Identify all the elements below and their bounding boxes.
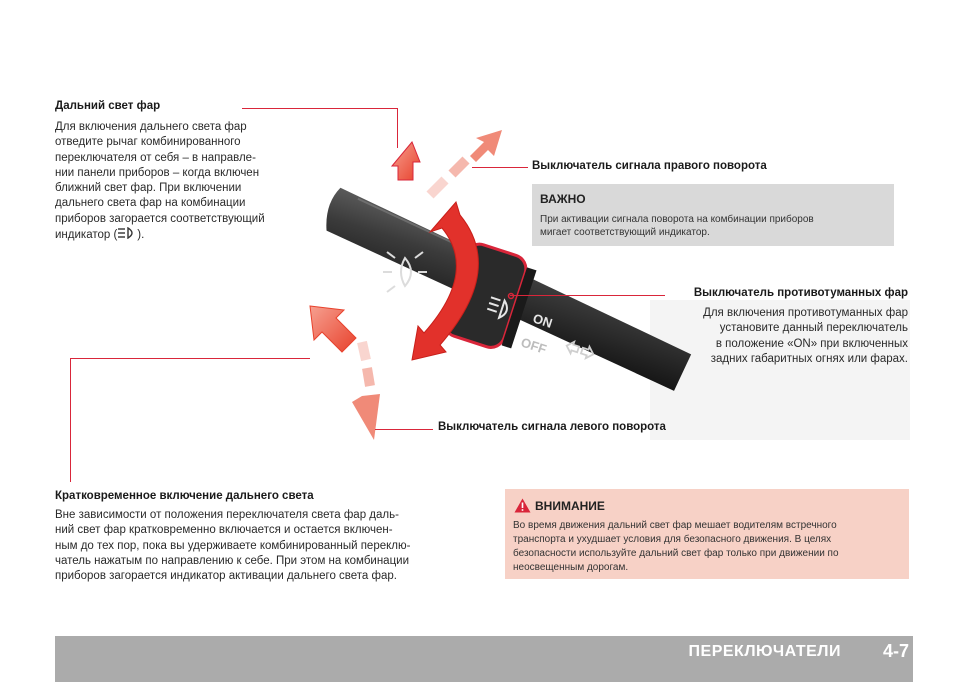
- fog-heading: Выключатель противотуманных фар: [693, 287, 908, 299]
- high-beam-text: [55, 120, 265, 243]
- stalk-on-label: ON: [531, 310, 555, 331]
- text-line: отведите рычаг комбинированного: [55, 136, 241, 149]
- right-turn-label: Выключатель сигнала правого поворота: [532, 160, 767, 172]
- text-line: Вне зависимости от положения переключателя света фар даль-: [55, 509, 399, 521]
- text-line: При активации сигнала поворота на комбинации приборов: [540, 214, 814, 225]
- left-turn-leader: [375, 429, 433, 430]
- arrow-down-left-icon: [310, 306, 356, 352]
- page-number: 4-7: [882, 641, 909, 661]
- important-body: [540, 213, 814, 239]
- flash-text: [55, 508, 410, 584]
- high-beam-heading: Дальний свет фар: [55, 100, 161, 112]
- left-turn-arrow-icon: [352, 342, 380, 440]
- text-line: транспорта и ухудшает условия для безопасного движения. В целях: [513, 534, 832, 545]
- text-line: ний свет фар кратковременно включается и остается включен-: [55, 524, 393, 537]
- fog-text: [703, 306, 908, 367]
- left-turn-label: Выключатель сигнала левого поворота: [438, 421, 666, 433]
- fog-leader: [510, 295, 665, 296]
- text-line: мигает соответствующий индикатор.: [540, 227, 710, 238]
- text-line-with-icon: [55, 227, 265, 243]
- text-line: ным до тех пор, пока вы удерживаете комбинированный переклю-: [55, 539, 411, 552]
- high-beam-indicator-icon: [117, 227, 137, 239]
- important-note: [532, 184, 894, 246]
- important-title: ВАЖНО: [540, 192, 586, 206]
- flash-leader-v: [70, 358, 71, 482]
- text-line: неосвещенным дорогам.: [513, 562, 629, 573]
- text-line: Для включения противотуманных фар: [703, 307, 908, 319]
- text-line: задних габаритных огнях или фарах.: [710, 352, 908, 365]
- text-line: безопасности используйте дальний свет фар только при движении по: [513, 548, 839, 559]
- text-line: чатель нажатым по направлению к себе. При этом на комбинации: [55, 554, 410, 567]
- footer-section-title: ПЕРЕКЛЮЧАТЕЛИ: [688, 643, 841, 660]
- high-beam-leader-h: [242, 108, 398, 109]
- text-line: приборов загорается соответствующий: [55, 212, 265, 225]
- flash-heading: Кратковременное включение дальнего света: [55, 490, 314, 502]
- warning-body: [513, 519, 839, 575]
- text-part: индикатор (: [55, 229, 118, 242]
- text-line: переключателя от себя – в направле-: [55, 151, 256, 164]
- page-footer: [55, 636, 913, 682]
- text-line: приборов загорается индикатор активации дальнего света фар.: [55, 570, 397, 583]
- warning-triangle-icon: [514, 498, 531, 513]
- text-line: дальнего света фар на комбинации: [55, 197, 246, 210]
- text-line: Во время движения дальний свет фар мешает водителям встречного: [513, 520, 837, 531]
- text-line: нии панели приборов – когда включен: [55, 166, 260, 179]
- text-line: установите данный переключатель: [719, 322, 908, 335]
- text-line: Для включения дальнего света фар: [55, 121, 247, 133]
- text-part: ).: [137, 229, 145, 242]
- text-line: ближний свет фар. При включении: [55, 182, 242, 195]
- text-line: в положение «ON» при включенных: [715, 337, 908, 350]
- stalk-off-label: OFF: [519, 334, 549, 357]
- warning-note: [505, 489, 909, 579]
- warning-title: ВНИМАНИЕ: [535, 499, 605, 513]
- high-beam-leader-v: [397, 108, 398, 148]
- right-turn-arrow-icon: [430, 130, 502, 195]
- right-turn-leader: [472, 167, 528, 168]
- flash-leader-h: [70, 358, 310, 359]
